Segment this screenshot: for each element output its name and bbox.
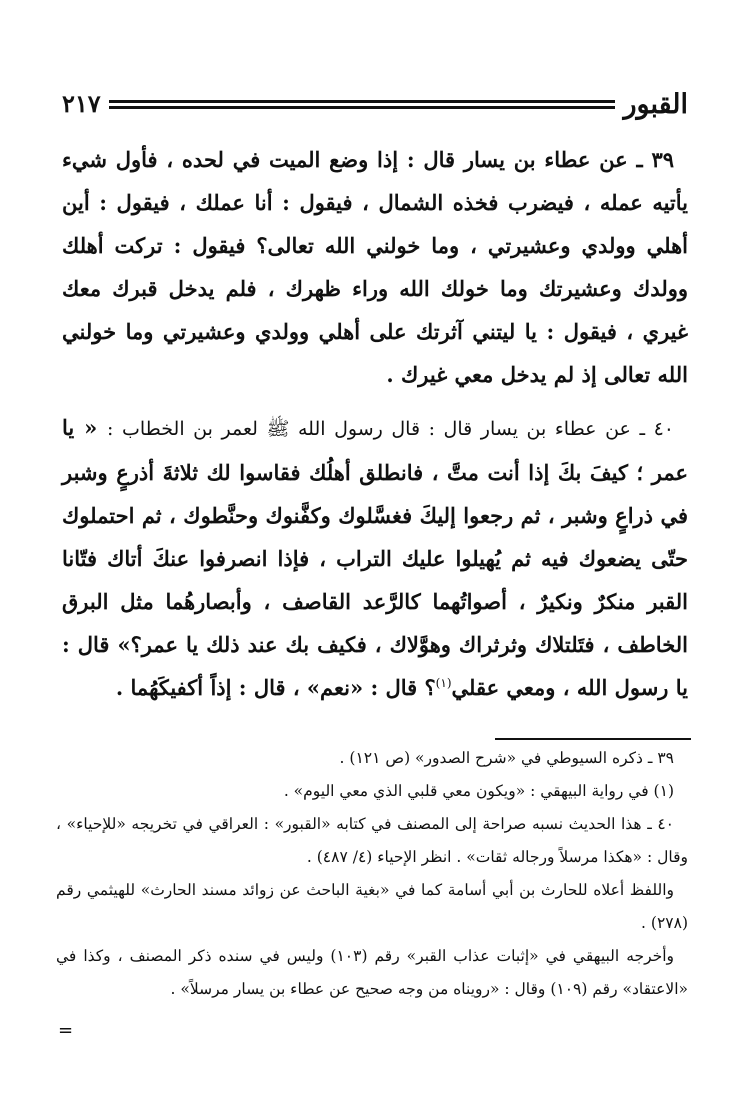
hadith-40: [62, 406, 688, 709]
footnote-divider: [495, 738, 691, 740]
footnote-40-cont-1: واللفظ أعلاه للحارث بن أبي أسامة كما في «بغية الباحث عن زوائد مسند الحارث» للهيثمي رقم (٢٧٨) .: [56, 881, 688, 932]
page-number: ٢١٧: [62, 89, 101, 118]
header-rule: [109, 100, 616, 109]
running-header: [62, 84, 688, 124]
footnote-40: ٤٠ ـ هذا الحديث نسبه صراحة إلى المصنف في كتابه «القبور» : العراقي في تخريجه «للإحياء» ، وقال : «هكذا مرسلاً ورجاله ثقات» . انظر الإحياء (٤/ ٤٨٧) .: [56, 815, 688, 866]
footnote-ref-1: (١): [435, 676, 452, 690]
chapter-title: القبور: [623, 88, 688, 120]
hadith-39: ٣٩ ـ عن عطاء بن يسار قال : إذا وضع الميت في لحده ، فأول شيء يأتيه عمله ، فيضرب فخذه الشمال ، فيقول : أنا عملك ، فيقول : أين أهلي وولدي وعشيرتي ، وما خولني الله تعالى؟ فيقول : تركت أهلك وولدك وعشيرتك وما خولك الله وراء ظهرك ، فلم يدخل قبرك معك غيري ، فيقول : يا ليتني آثرتك على أهلي وولدي وعشيرتي وما خولني الله تعالى إذ لم يدخل معي غيرك .: [62, 147, 688, 387]
footnotes: [56, 742, 688, 1006]
main-text: [62, 138, 688, 719]
footnote-39: ٣٩ ـ ذكره السيوطي في «شرح الصدور» (ص ١٢١) .: [339, 749, 674, 767]
hadith-40-text-end: ؟ قال : «نعم» ، قال : إذاً أكفيكَهُما .: [115, 675, 436, 700]
hadith-40-intro: ٤٠ ـ عن عطاء بن يسار قال : قال رسول الله ﷺ لعمر بن الخطاب :: [107, 418, 674, 440]
footnote-1: (١) في رواية البيهقي : «ويكون معي قلبي الذي معي اليوم» .: [283, 782, 674, 800]
margin-mark: =: [58, 1020, 74, 1041]
footnote-40-cont-2: وأخرجه البيهقي في «إثبات عذاب القبر» رقم (١٠٣) وليس في سنده ذكر المصنف ، وكذا في «الاعتقاد» رقم (١٠٩) وقال : «رويناه من وجه صحيح عن عطاء بن يسار مرسلاً» .: [56, 947, 688, 998]
hadith-40-text: « يا عمر ؛ كيفَ بكَ إذا أنت متَّ ، فانطلق أهلُك فقاسوا لك ثلاثةَ أذرعٍ وشبر في ذراعٍ وشبر ، ثم رجعوا إليكَ فغسَّلوك وكفَّنوك وحنَّطوك ، ثم احتملوك حتّى يضعوك فيه ثم يُهيلوا عليك التراب ، فإذا انصرفوا عنكَ أتاك فتّانا القبر منكرٌ ونكيرٌ ، أصواتُهما كالرَّعد القاصف ، وأبصارهُما مثل البرق الخاطف ، فتَلتلاك وثرثراك وهوَّلاك ، فكيف بك عند ذلك يا عمر؟» قال : يا رسول الله ، ومعي عقلي: [62, 415, 688, 700]
